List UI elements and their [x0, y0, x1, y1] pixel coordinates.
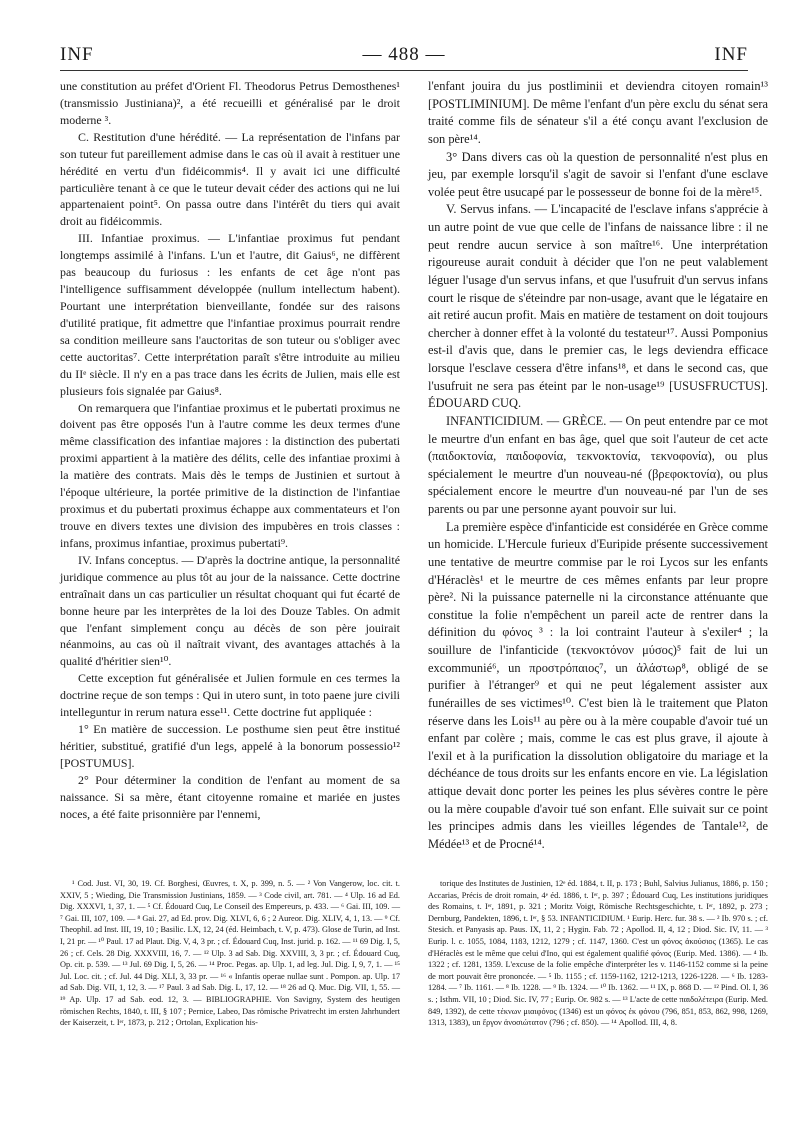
- paragraph: l'enfant jouira du jus postliminii et deviendra citoyen romain¹³ [POSTLIMINIUM]. De même l'enfant d'un père exclu du sénat sera traité comme fils de sénateur s'il a été conçu avant l'exclusion de son père¹⁴.: [428, 79, 768, 146]
- entry-heading-paragraph: INFANTICIDIUM. — GRÈCE. — On peut entendre par ce mot le meurtre d'un enfant en bas âge, quel que soit l'auteur de cet acte (παιδοκτονία, παιδοφονία, τεκνοκτονία, τεκνοφονία), ou plus spécialement le meurtre d'un nouveau-né (βρεφοκτονία), ou plus spécialement encore le meurtre d'un nouveau-né par l'un de ses parents ou par une personne ayant pouvoir sur lui.: [428, 413, 768, 516]
- header-left-keyword: INF: [60, 44, 94, 65]
- paragraph: On remarquera que l'infantiae proximus et le pubertati proximus ne doivent pas être opposés l'un à l'autre comme les deux termes d'une même classification des infantiae majores : la distinction des pubertati proximi appartient à la matière des délits, celle des infantiae proximi à la matière des contrats. Mais dès le temps de Justinien et surtout à l'époque ultérieure, la portée primitive de la distinction de l'infantiae proximus et du pubertati proximus échappe aux commentateurs et l'on trouve en divers textes une division des impubères en trois classes : infans, proximus infantiae, proximus pubertati⁹.: [60, 400, 400, 550]
- left-column: [60, 78, 400, 823]
- footnotes-left: [60, 878, 400, 1029]
- footnotes-right: [428, 878, 768, 1029]
- footnote-text: ¹ Cod. Just. VI, 30, 19. Cf. Borghesi, Œuvres, t. X, p. 399, n. 5. — ² Von Vangerow, loc. cit. t. XXIV, 5 ; Wieding, Die Transmission Justinians, 1859. — ³ Code civil, art. 781. — ⁴ Ulp. 16 ad Ed. Dig. XXXVI, 1, 37, 1. — ⁵ Cf. Édouard Cuq, Le Conseil des Empereurs, p. 433. — ⁶ Gai. III, 109. — ⁷ Gai. III, 107, 109. — ⁸ Gai. 27, ad Ed. prov. Dig. XLVI, 6, 6 ; 2 Aureor. Dig. XLIV, 4, 1, 13. — ⁹ Cf. Theophil. ad Inst. III, 19, 10 ; Basilic. LX, 12, 24 (éd. Heimbach, t. V, p. 473). Glose de Turin, ad Inst. I, 21 pr. — ¹⁰ Paul. 17 ad Plaut. Dig. V, 4, 3 pr. ; cf. Édouard Cuq, Inst. jurid. p. 162. — ¹¹ 69 Dig. I, 5, 26 ; cf. Cels. 28 Dig. XXXVIII, 16, 7. — ¹² Ulp. 3 ad Sab. Dig. XXVIII, 3, 3 pr. ; cf. Édouard Cuq, Op. cit. p. 539. — ¹³ Jul. 69 Dig. I, 5, 26. — ¹⁴ Proc. Pegas. ap. Ulp. 1, ad leg. Jul. Dig. I, 9, 7, 1. — ¹⁵ Jul. Loc. cit. ; cf. Jul. 44 Dig. XLI, 3, 33 pr. — ¹⁶ « Infantis operae nullae sunt . Pompon. ap. Ulp. 17 ad Sab. Dig. VII, 1, 12, 3. — ¹⁷ Paul. 3 ad Sab. Dig. L, 17, 12. — ¹⁸ 26 ad Q. Muc. Dig. VII, 1, 55. — ¹⁹ Ap. Ulp. 17 ad Sab. eod. 12, 3. — BIBLIOGRAPHIE. Von Savigny, System des heutigen römischen Rechts, 1840, t. III, § 107 ; Pernice, Labeo, Das römische Privatrecht im ersten Jahrhundert der Kaiserzeit, t. Iᵉʳ, 1873, p. 212 ; Ortolan, Explication his-: [60, 879, 400, 1028]
- right-column: [428, 78, 768, 854]
- paragraph: III. Infantiae proximus. — L'infantiae proximus fut pendant longtemps assimilé à l'infans. L'un et l'autre, dit Gaius⁶, ne diffèrent pas beaucoup du furiosus : les enfants de cet âge n'ont pas l'intelligence suffisamment développée (nullum intellectum habent). Pourtant une interprétation bienveillante, fondée sur des raisons d'utilité pratique, fit admettre que l'infantiae proximus pourrait rendre sa condition meilleure sans l'auctoritas de son tuteur ou s'obliger avec cette auctoritas⁷. Cette interprétation paraît s'être introduite au milieu du IIᵉ siècle. Il n'y en a pas trace dans les écrits de Julien, mais elle est plusieurs fois signalée par Gaius⁸.: [60, 231, 400, 398]
- paragraph: une constitution au préfet d'Orient Fl. Theodorus Petrus Demosthenes¹ (transmissio Justiniana)², a été recueilli et généralisé par le droit moderne ³.: [60, 79, 400, 127]
- page-number: — 488 —: [362, 44, 446, 65]
- header-rule: [60, 70, 748, 71]
- footnote-text: torique des Institutes de Justinien, 12ᵉ éd. 1884, t. II, p. 173 ; Buhl, Salvius Julianus, 1886, p. 150 ; Accarias, Précis de droit romain, 4ᵉ éd. 1886, t. Iᵉʳ, p. 397 ; Édouard Cuq, Les institutions juridiques des Romains, t. Iᵉʳ, 1891, p. 321 ; Moritz Voigt, Römische Rechtsgeschichte, t. Iᵉʳ, 1892, p. 273 ; Dernburg, Pandekten, 1896, t. Iᵉʳ, § 53. INFANTICIDIUM. ¹ Eurip. Herc. fur. 38 s. — ² Ib. 970 s. ; cf. Stesich. et Panyasis ap. Paus. IX, 11, 2 ; Hygin. Fab. 72 ; Apollod. II, 4, 12 ; Diod. Sic. IV, 11. — ³ Eurip. l. c. 1055, 1084, 1183, 1212, 1279 ; cf. 1147, 1360. C'est un φόνος ἀκούσιος (1365). Le cas d'Héraclès est le même que celui d'Ino, qui est également qualifié φόνος (Eurip. Med. 1386). — ⁴ Ib. 1322 ; cf. 1281, 1359. L'excuse de la folie empêche d'interpréter les v. 1146-1152 comme si la peine de mort pouvait être prononcée. — ⁵ Ib. 1155 ; cf. 1159-1162, 1212-1213, 1226-1228. — ⁶ Ib. 1283-1284. — ⁷ Ib. 1161. — ⁸ Ib. 1228. — ⁹ Ib. 1324. — ¹⁰ Ib. 1362. — ¹¹ IX, p. 868 D. — ¹² Pind. Ol. I, 36 s. ; Isthm. VII, 10 ; Diod. Sic. IV, 77 ; Eurip. Or. 982 s. — ¹³ L'acte de cette παιδολέτειρα (Eurip. Med. 849, 1392), de cette τέκνων μιαιφόνος (1346) est un φόνος ἐκ φόνου (796, 851, 853, 862, 998, 1269, 1313, 1383), un ἔργον ἀνοσιώτατον (796 ; cf. 850). — ¹⁴ Apollod. III, 4, 8.: [428, 879, 768, 1028]
- paragraph: V. Servus infans. — L'incapacité de l'esclave infans s'apprécie à un autre point de vue que celle de l'infans de naissance libre : il ne peut rendre aucun service à son maître¹⁶. Une interprétation rigoureuse aurait conduit à décider que l'on ne peut valablement léguer l'usage d'un servus infans, et que l'usufruit d'un servus infans court le risque de s'éteindre par non-usage, avant que le légataire en ait retiré aucun profit. Mais en matière de testament on doit toujours chercher à donner effet à la volonté du testateur¹⁷. Aussi Pomponius est-il d'avis que, dans le premier cas, le legs deviendra efficace lorsque l'esclave cessera d'être infans¹⁸, et dans le second cas, que l'usufruit ne sera pas éteint par le non-usage¹⁹ [USUSFRUCTUS]. ÉDOUARD CUQ.: [428, 202, 768, 411]
- paragraph: 2° Pour déterminer la condition de l'enfant au moment de sa naissance. Si sa mère, étant citoyenne romaine et mariée en justes noces, a été faite prisonnière par l'ennemi,: [60, 772, 400, 821]
- header-right-keyword: INF: [714, 44, 748, 65]
- paragraph: 1° En matière de succession. Le posthume sien peut être institué héritier, substitué, gratifié d'un legs, appelé à la bonorum possessio¹² [POSTUMUS].: [60, 722, 400, 770]
- paragraph: C. Restitution d'une hérédité. — La représentation de l'infans par son tuteur fut pareillement admise dans le cas où il avait à restituer une hérédité en vertu d'un fidéicommis⁴. Il y avait ici une difficulté particulière tenant à ce que le tuteur devait céder des actions qui ne lui appartenaient point⁵. On passa outre dans l'intérêt du tiers qui avait droit au fidéicommis.: [60, 129, 400, 229]
- paragraph: La première espèce d'infanticide est considérée en Grèce comme un homicide. L'Hercule furieux d'Euripide présente successivement une tentative de meurtre commise par le roi Lycos sur les enfants d'Héraclès¹ et le meurtre de ces mêmes enfants par leur propre père². Ni la puissance paternelle ni la circonstance atténuante que constitue la folie n'empêchent un pareil acte de rentrer dans la définition du φόνος ³ : la loi contraint l'auteur à s'exiler⁴ ; la souillure de l'infanticide (τεκνοκτόνον μύσος)⁵ fait de lui un excommunié⁶, un προστρόπαιος⁷, un ἀλάστωρ⁸, obligé de se purifier à l'étranger⁹ et qui ne peut légalement assister aux funérailles de ses victimes¹⁰. C'est bien là le traitement que Platon réserve dans les Lois¹¹ au père ou à la mère coupable d'avoir tué un enfant par colère ; mais, comme le cas est plus grave, il ajoute à l'exil et à la purification la dissolution obligatoire du mariage et la déchéance de tous droits sur les enfants encore en vie. La législation attique devait donc porter les peines les plus sévères contre le père ou la mère coupable d'avoir tué son enfant. Elle suivait sur ce point les principes admis dans les vieilles légendes de Tantale¹², de Médée¹³ et de Procné¹⁴.: [428, 519, 768, 851]
- running-header: [60, 44, 748, 68]
- paragraph: 3° Dans divers cas où la question de personnalité n'est plus en jeu, par exemple lorsqu'il s'agit de savoir si l'enfant d'une esclave volée peut être usucapé par le possesseur de bonne foi de la mère¹⁵.: [428, 149, 768, 199]
- paragraph: Cette exception fut généralisée et Julien formule en ces termes la doctrine reçue de son temps : Qui in utero sunt, in toto paene jure civili intelleguntur in rerum natura esse¹¹. Cette doctrine fut appliquée :: [60, 671, 400, 720]
- paragraph: IV. Infans conceptus. — D'après la doctrine antique, la personnalité juridique commence au plus tôt au jour de la naissance. Cette doctrine entraînait dans un cas particulier un résultat choquant qui fut écarté de bonne heure par les interprètes de la loi des Douze Tables. On admit que l'enfant simplement conçu au décès de son père jouirait néanmoins, au cas où il naîtrait vivant, des avantages attachés à la qualité d'héritier sien¹⁰.: [60, 552, 400, 669]
